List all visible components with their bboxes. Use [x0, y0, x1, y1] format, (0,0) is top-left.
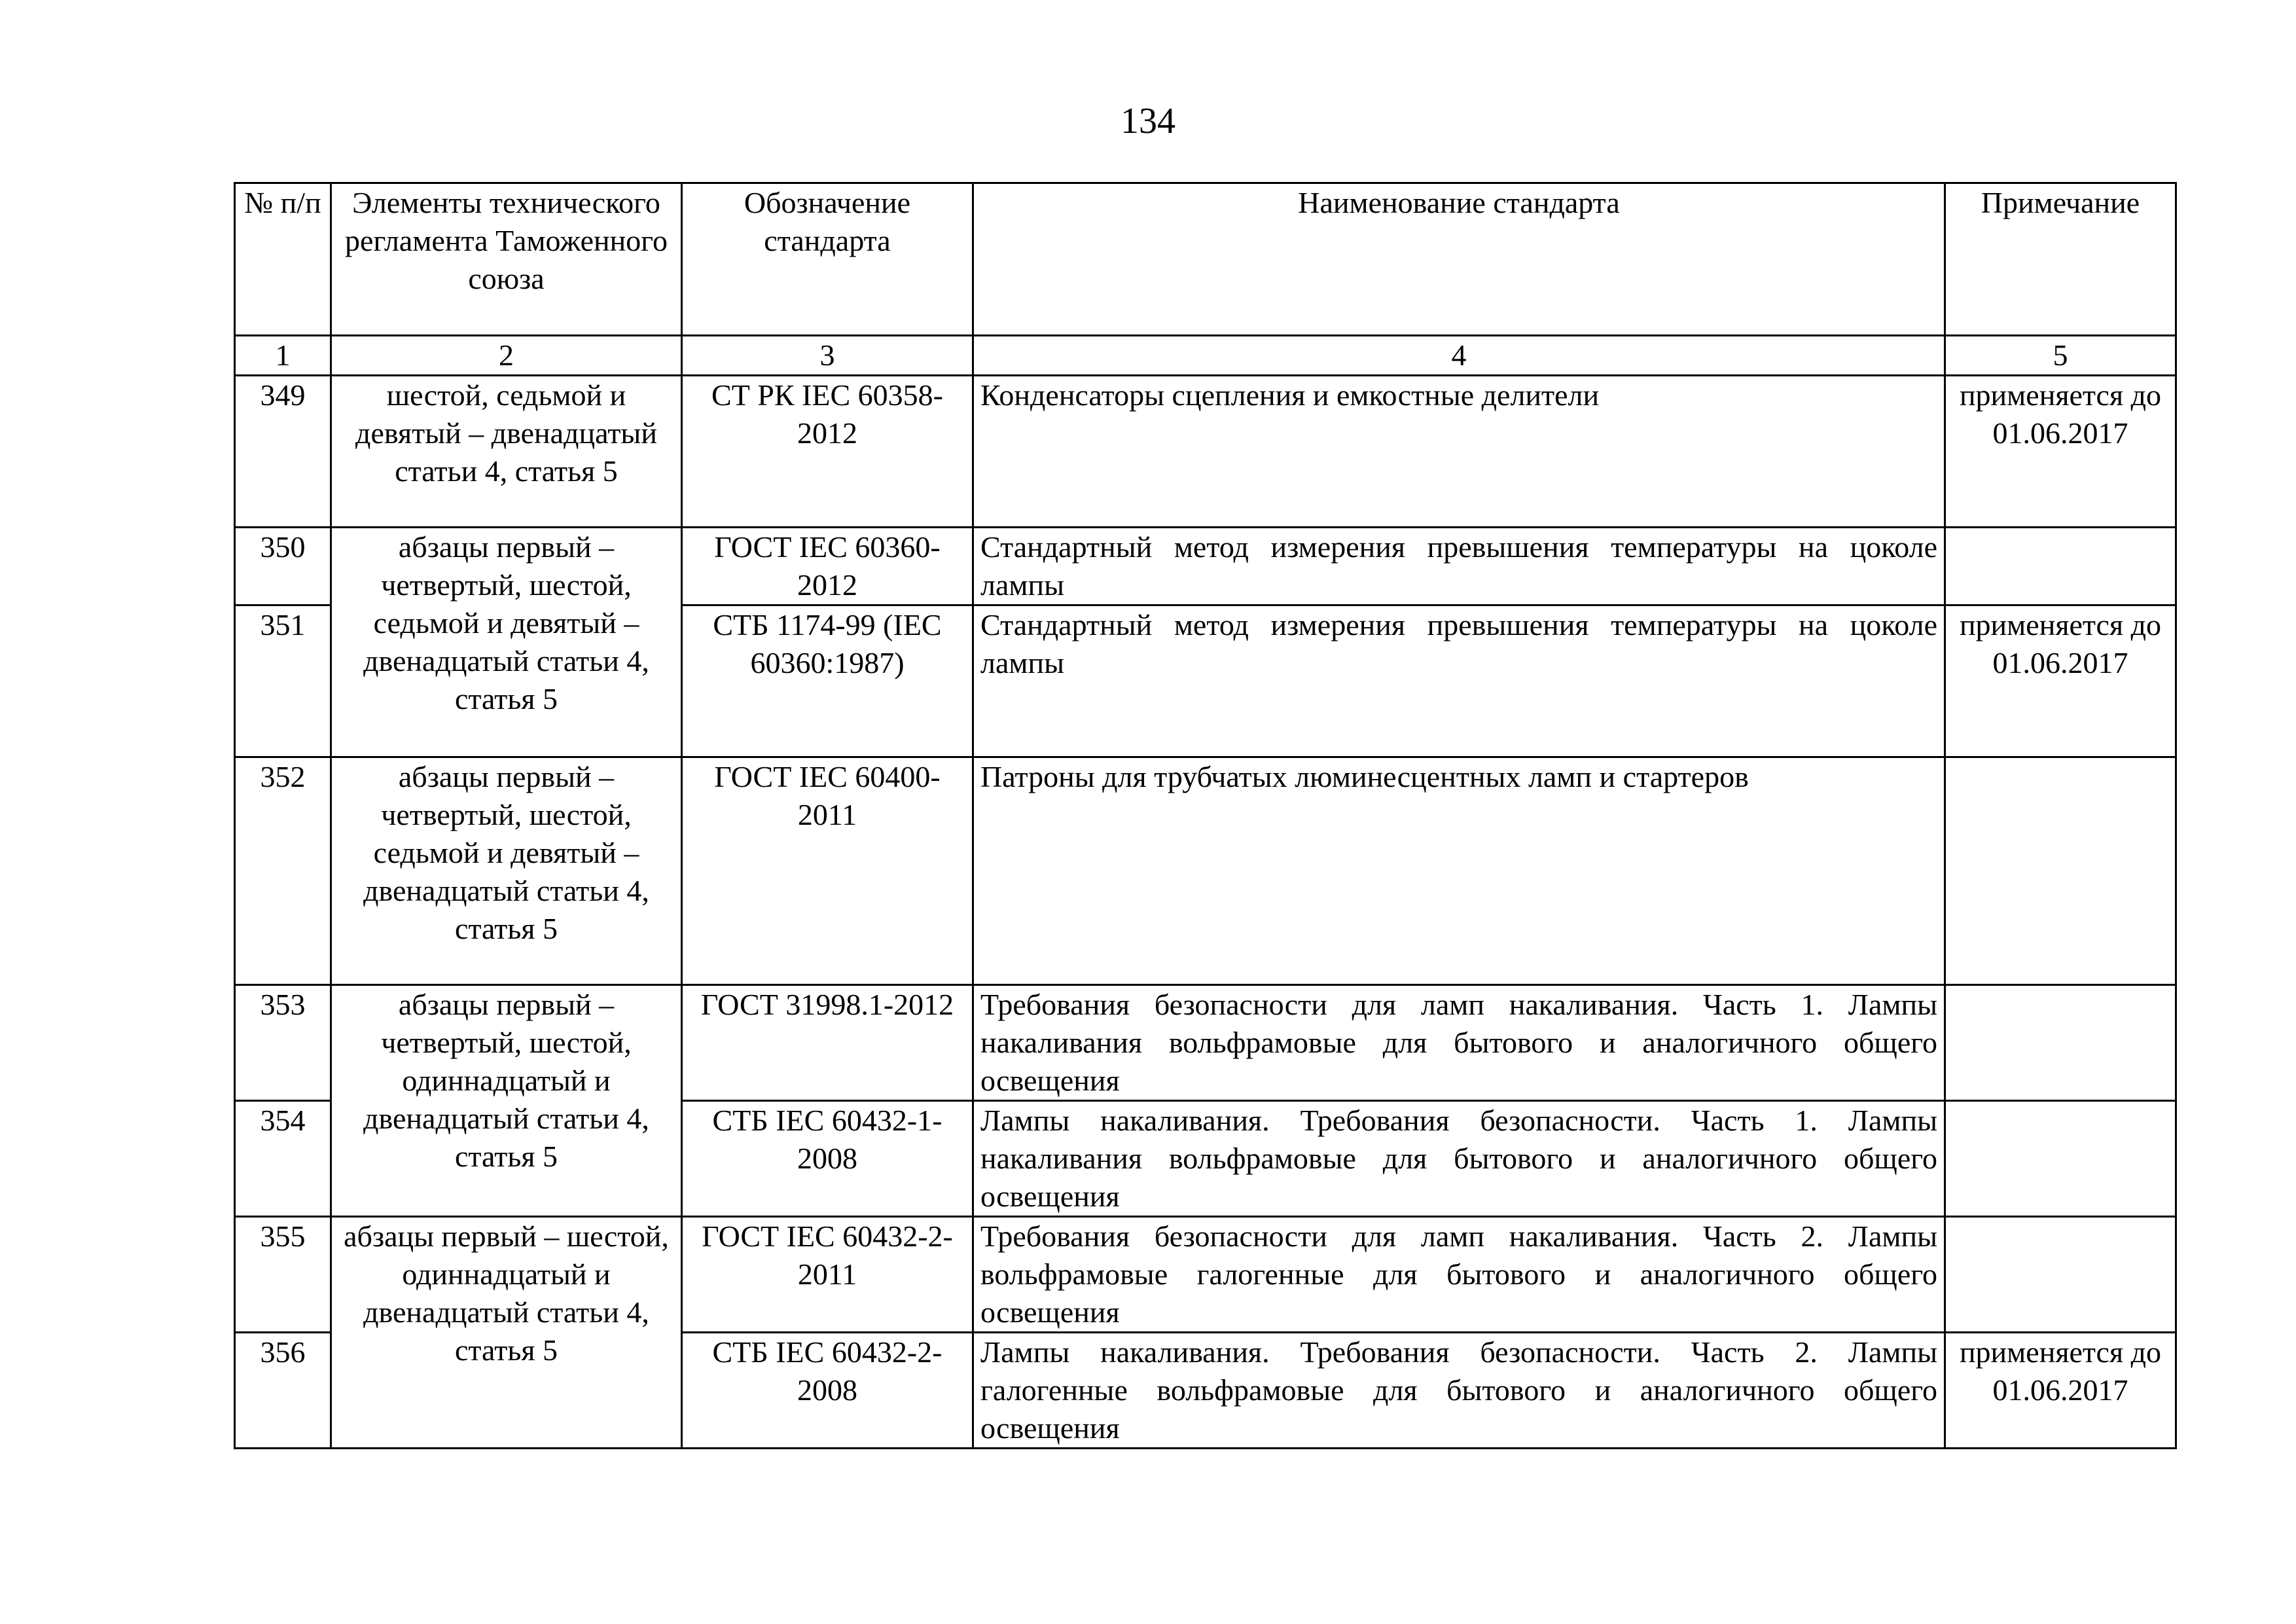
row-standard-name: Стандартный метод измерения превышения температуры на цоколе лампы [973, 528, 1945, 605]
row-elements: шестой, седьмой и девятый – двенадцатый статьи 4, статья 5 [331, 376, 682, 528]
standards-table [234, 182, 2177, 1449]
column-number: 3 [682, 336, 973, 376]
row-note [1945, 528, 2176, 605]
row-note: применяется до 01.06.2017 [1945, 376, 2176, 528]
row-designation: ГОСТ IEC 60432-2-2011 [682, 1217, 973, 1333]
row-standard-name: Лампы накаливания. Требования безопасности. Часть 1. Лампы накаливания вольфрамовые для бытового и аналогичного общего освещения [973, 1101, 1945, 1217]
table-row [235, 376, 2176, 528]
row-designation: ГОСТ IEC 60360-2012 [682, 528, 973, 605]
row-designation: СТБ 1174-99 (IEC 60360:1987) [682, 605, 973, 757]
row-note [1945, 1217, 2176, 1333]
row-standard-name: Требования безопасности для ламп накаливания. Часть 2. Лампы вольфрамовые галогенные для бытового и аналогичного общего освещения [973, 1217, 1945, 1333]
row-designation: ГОСТ 31998.1-2012 [682, 985, 973, 1101]
row-designation: СТБ IEC 60432-2-2008 [682, 1333, 973, 1449]
row-number: 356 [235, 1333, 331, 1449]
table-header-row [235, 183, 2176, 336]
row-elements: абзацы первый – шестой, одиннадцатый и двенадцатый статьи 4, статья 5 [331, 1217, 682, 1449]
header-no: № п/п [235, 183, 331, 336]
table-row [235, 757, 2176, 985]
row-note [1945, 1101, 2176, 1217]
column-number: 5 [1945, 336, 2176, 376]
header-elements: Элементы технического регламента Таможенного союза [331, 183, 682, 336]
row-note: применяется до 01.06.2017 [1945, 1333, 2176, 1449]
table-row [235, 1217, 2176, 1333]
row-number: 354 [235, 1101, 331, 1217]
row-standard-name: Патроны для трубчатых люминесцентных ламп и стартеров [973, 757, 1945, 985]
column-number: 1 [235, 336, 331, 376]
row-designation: СТБ IEC 60432-1-2008 [682, 1101, 973, 1217]
row-number: 353 [235, 985, 331, 1101]
header-note: Примечание [1945, 183, 2176, 336]
header-designation: Обозначение стандарта [682, 183, 973, 336]
table-row [235, 528, 2176, 605]
row-note [1945, 985, 2176, 1101]
row-elements: абзацы первый – четвертый, шестой, седьмой и девятый – двенадцатый статьи 4, статья 5 [331, 757, 682, 985]
row-number: 355 [235, 1217, 331, 1333]
page-number: 134 [1121, 101, 1175, 141]
row-elements: абзацы первый – четвертый, шестой, седьмой и девятый – двенадцатый статьи 4, статья 5 [331, 528, 682, 757]
row-standard-name: Лампы накаливания. Требования безопасности. Часть 2. Лампы галогенные вольфрамовые для бытового и аналогичного общего освещения [973, 1333, 1945, 1449]
column-number: 2 [331, 336, 682, 376]
row-designation: ГОСТ IEC 60400-2011 [682, 757, 973, 985]
row-number: 350 [235, 528, 331, 605]
header-name: Наименование стандарта [973, 183, 1945, 336]
row-number: 352 [235, 757, 331, 985]
row-number: 351 [235, 605, 331, 757]
column-number-row [235, 336, 2176, 376]
row-designation: СТ РК IEC 60358-2012 [682, 376, 973, 528]
table-row [235, 985, 2176, 1101]
row-number: 349 [235, 376, 331, 528]
row-standard-name: Требования безопасности для ламп накаливания. Часть 1. Лампы накаливания вольфрамовые для бытового и аналогичного общего освещения [973, 985, 1945, 1101]
row-note: применяется до 01.06.2017 [1945, 605, 2176, 757]
row-standard-name: Конденсаторы сцепления и емкостные делители [973, 376, 1945, 528]
column-number: 4 [973, 336, 1945, 376]
row-standard-name: Стандартный метод измерения превышения температуры на цоколе лампы [973, 605, 1945, 757]
row-elements: абзацы первый – четвертый, шестой, одиннадцатый и двенадцатый статьи 4, статья 5 [331, 985, 682, 1217]
row-note [1945, 757, 2176, 985]
